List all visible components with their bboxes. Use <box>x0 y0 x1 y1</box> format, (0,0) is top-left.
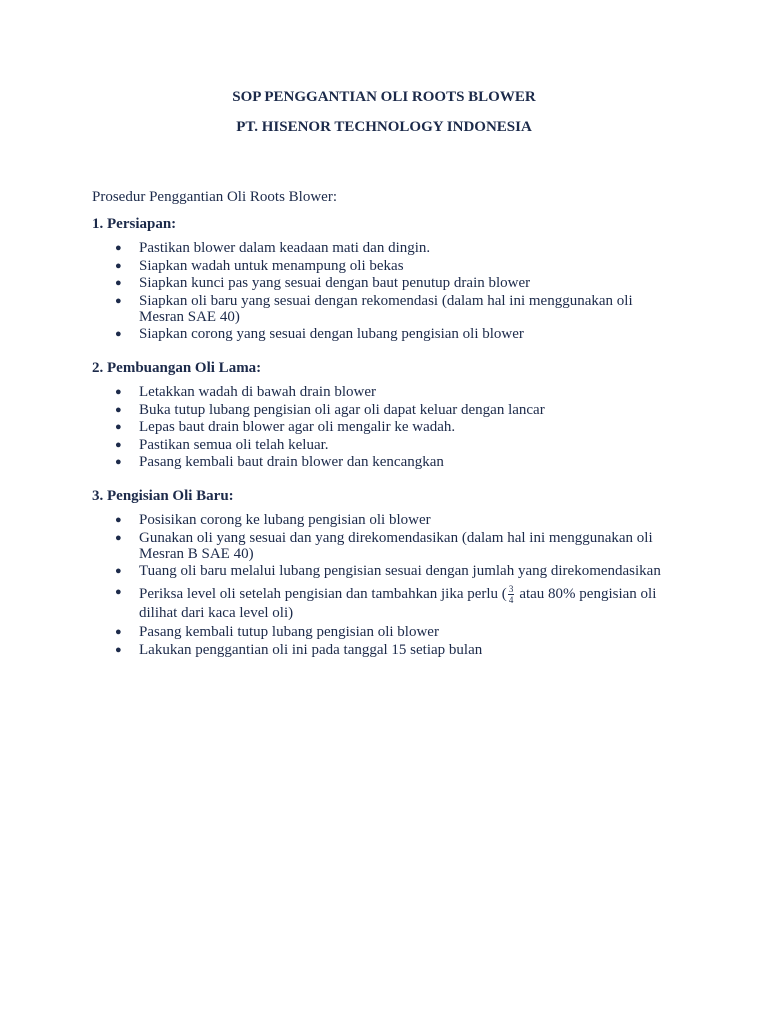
bullet-icon: ● <box>115 438 122 451</box>
bullet-icon: ● <box>115 421 122 433</box>
list-item: ● Gunakan oli yang sesuai dan yang direkomendasikan (dalam hal ini menggunakan oli Mesran B SAE 40) <box>115 529 653 562</box>
bullet-icon: ● <box>115 565 122 577</box>
list-persiapan <box>92 240 676 342</box>
bullet-icon: ● <box>115 328 122 340</box>
list-item: ● Letakkan wadah di bawah drain blower <box>115 384 376 400</box>
bullet-icon: ● <box>115 456 122 468</box>
bullet-icon: ● <box>115 242 122 254</box>
list-item: ● Siapkan corong yang sesuai dengan lubang pengisian oli blower <box>115 326 524 342</box>
bullet-icon: ● <box>115 294 122 307</box>
list-pembuangan <box>92 384 676 470</box>
section-heading-pembuangan: 2. Pembuangan Oli Lama: <box>92 360 262 376</box>
intro-text: Prosedur Penggantian Oli Roots Blower: <box>92 189 337 205</box>
section-heading-pengisian: 3. Pengisian Oli Baru: <box>92 488 234 504</box>
list-item: ● Siapkan kunci pas yang sesuai dengan baut penutup drain blower <box>115 275 531 291</box>
list-item: ● Pasang kembali baut drain blower dan kencangkan <box>115 454 444 470</box>
bullet-icon: ● <box>115 585 122 598</box>
list-item: ● Lakukan penggantian oli ini pada tanggal 15 setiap bulan <box>115 641 483 658</box>
bullet-icon: ● <box>115 626 122 638</box>
list-item: ● Posisikan corong ke lubang pengisian oli blower <box>115 512 431 528</box>
list-item: ● Siapkan wadah untuk menampung oli bekas <box>115 257 404 274</box>
list-item: ● Pastikan semua oli telah keluar. <box>115 436 329 453</box>
company-name: PT. HISENOR TECHNOLOGY INDONESIA <box>236 119 532 135</box>
list-item: ● Tuang oli baru melalui lubang pengisian sesuai dengan jumlah yang direkomendasikan <box>115 563 661 579</box>
bullet-icon: ● <box>115 386 122 398</box>
document-title: SOP PENGGANTIAN OLI ROOTS BLOWER <box>232 89 536 105</box>
bullet-icon: ● <box>115 277 122 289</box>
list-item: ● Pasang kembali tutup lubang pengisian oli blower <box>115 624 439 640</box>
list-item: ● Buka tutup lubang pengisian oli agar oli dapat keluar dengan lancar <box>115 401 545 418</box>
list-item-fraction: ● Periksa level oli setelah pengisian dan tambahkan jika perlu ( $\frac{3}{4}$ atau 80% pengisian oli dilihat dari kaca level oli) <box>115 583 657 621</box>
bullet-icon: ● <box>115 259 122 272</box>
list-item: ● Lepas baut drain blower agar oli mengalir ke wadah. <box>115 419 456 435</box>
bullet-icon: ● <box>115 514 122 526</box>
list-item: ● Pastikan blower dalam keadaan mati dan dingin. <box>115 240 431 256</box>
section-heading-persiapan: 1. Persiapan: <box>92 216 177 232</box>
bullet-icon: ● <box>115 643 122 656</box>
list-pengisian <box>92 512 676 658</box>
list-item: ● Siapkan oli baru yang sesuai dengan rekomendasi (dalam hal ini menggunakan oli Mesran SAE 40) <box>115 292 633 325</box>
bullet-icon: ● <box>115 403 122 416</box>
fraction-three-quarters: $\frac{3}{4}$ <box>508 583 514 605</box>
bullet-icon: ● <box>115 531 122 544</box>
